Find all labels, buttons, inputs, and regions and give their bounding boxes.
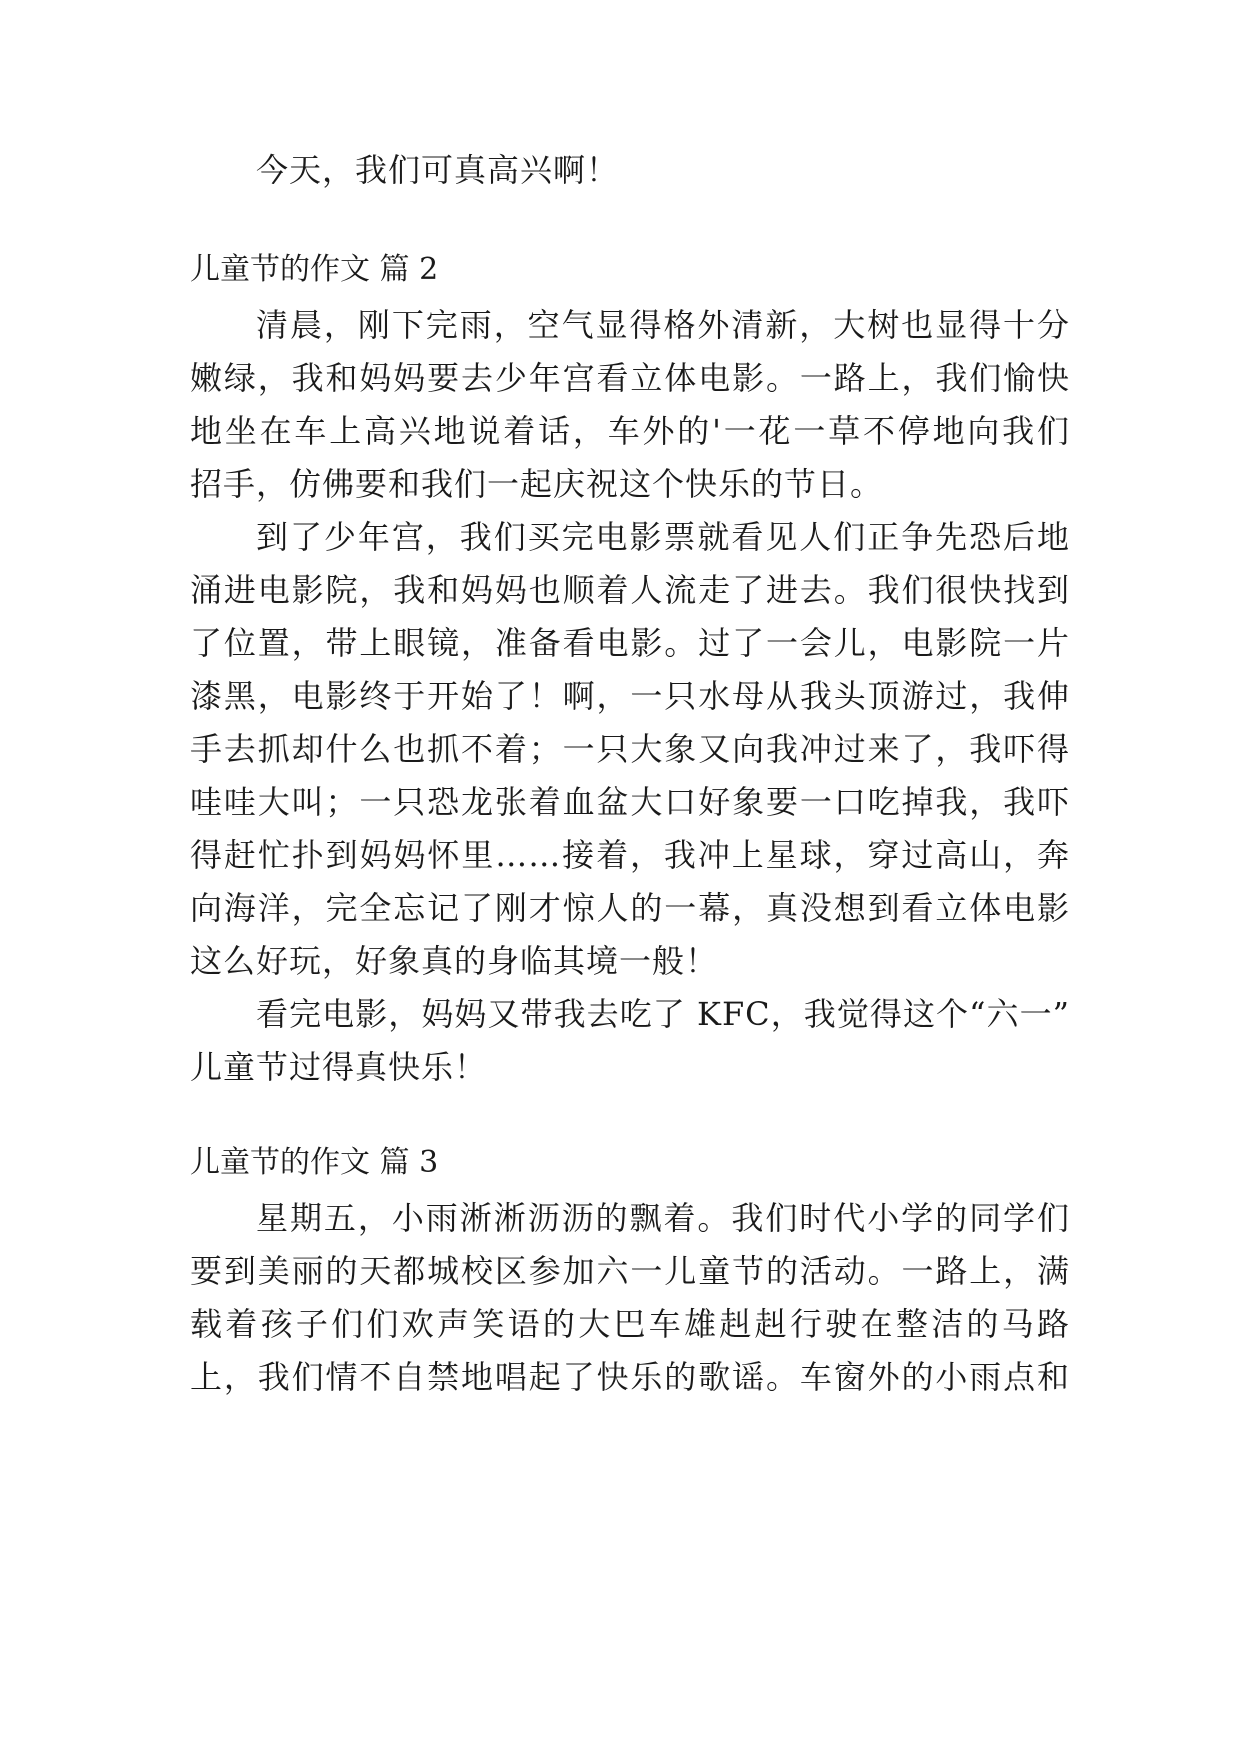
paragraph-line: 嫩绿，我和妈妈要去少年宫看立体电影。一路上，我们愉快 [190, 359, 1070, 397]
paragraph-line: 这么好玩，好象真的身临其境一般！ [190, 942, 719, 980]
paragraph-line: 上，我们情不自禁地唱起了快乐的歌谣。车窗外的小雨点和 [190, 1358, 1070, 1396]
paragraph-line: 清晨，刚下完雨，空气显得格外清新，大树也显得十分 [256, 306, 1070, 344]
paragraph-line: 到了少年宫，我们买完电影票就看见人们正争先恐后地 [256, 518, 1070, 556]
paragraph-line: 要到美丽的天都城校区参加六一儿童节的活动。一路上，满 [190, 1252, 1070, 1290]
section-heading-3: 儿童节的作文 篇 3 [190, 1145, 439, 1180]
paragraph-line: 了位置，带上眼镜，准备看电影。过了一会儿，电影院一片 [190, 624, 1070, 662]
paragraph-line: 得赶忙扑到妈妈怀里……接着，我冲上星球，穿过高山，奔 [190, 836, 1070, 874]
paragraph-line: 漆黑，电影终于开始了！啊，一只水母从我头顶游过，我伸 [190, 677, 1070, 715]
paragraph-line: 地坐在车上高兴地说着话，车外的'一花一草不停地向我们 [190, 412, 1070, 450]
paragraph-line: 涌进电影院，我和妈妈也顺着人流走了进去。我们很快找到 [190, 571, 1070, 609]
section-heading-2: 儿童节的作文 篇 2 [190, 252, 439, 287]
paragraph-line: 儿童节过得真快乐！ [190, 1048, 488, 1086]
paragraph-line: 载着孩子们们欢声笑语的大巴车雄赳赳行驶在整洁的马路 [190, 1305, 1070, 1343]
paragraph-line: 看完电影，妈妈又带我去吃了 KFC，我觉得这个“六一” [256, 995, 1070, 1033]
paragraph-line: 向海洋，完全忘记了刚才惊人的一幕，真没想到看立体电影 [190, 889, 1070, 927]
paragraph-line: 今天，我们可真高兴啊！ [256, 151, 620, 189]
paragraph-line: 招手，仿佛要和我们一起庆祝这个快乐的节日。 [190, 465, 884, 503]
paragraph-line: 手去抓却什么也抓不着；一只大象又向我冲过来了，我吓得 [190, 730, 1070, 768]
paragraph-line: 星期五，小雨淅淅沥沥的飘着。我们时代小学的同学们 [256, 1199, 1070, 1237]
paragraph-line: 哇哇大叫；一只恐龙张着血盆大口好象要一口吃掉我，我吓 [190, 783, 1070, 821]
